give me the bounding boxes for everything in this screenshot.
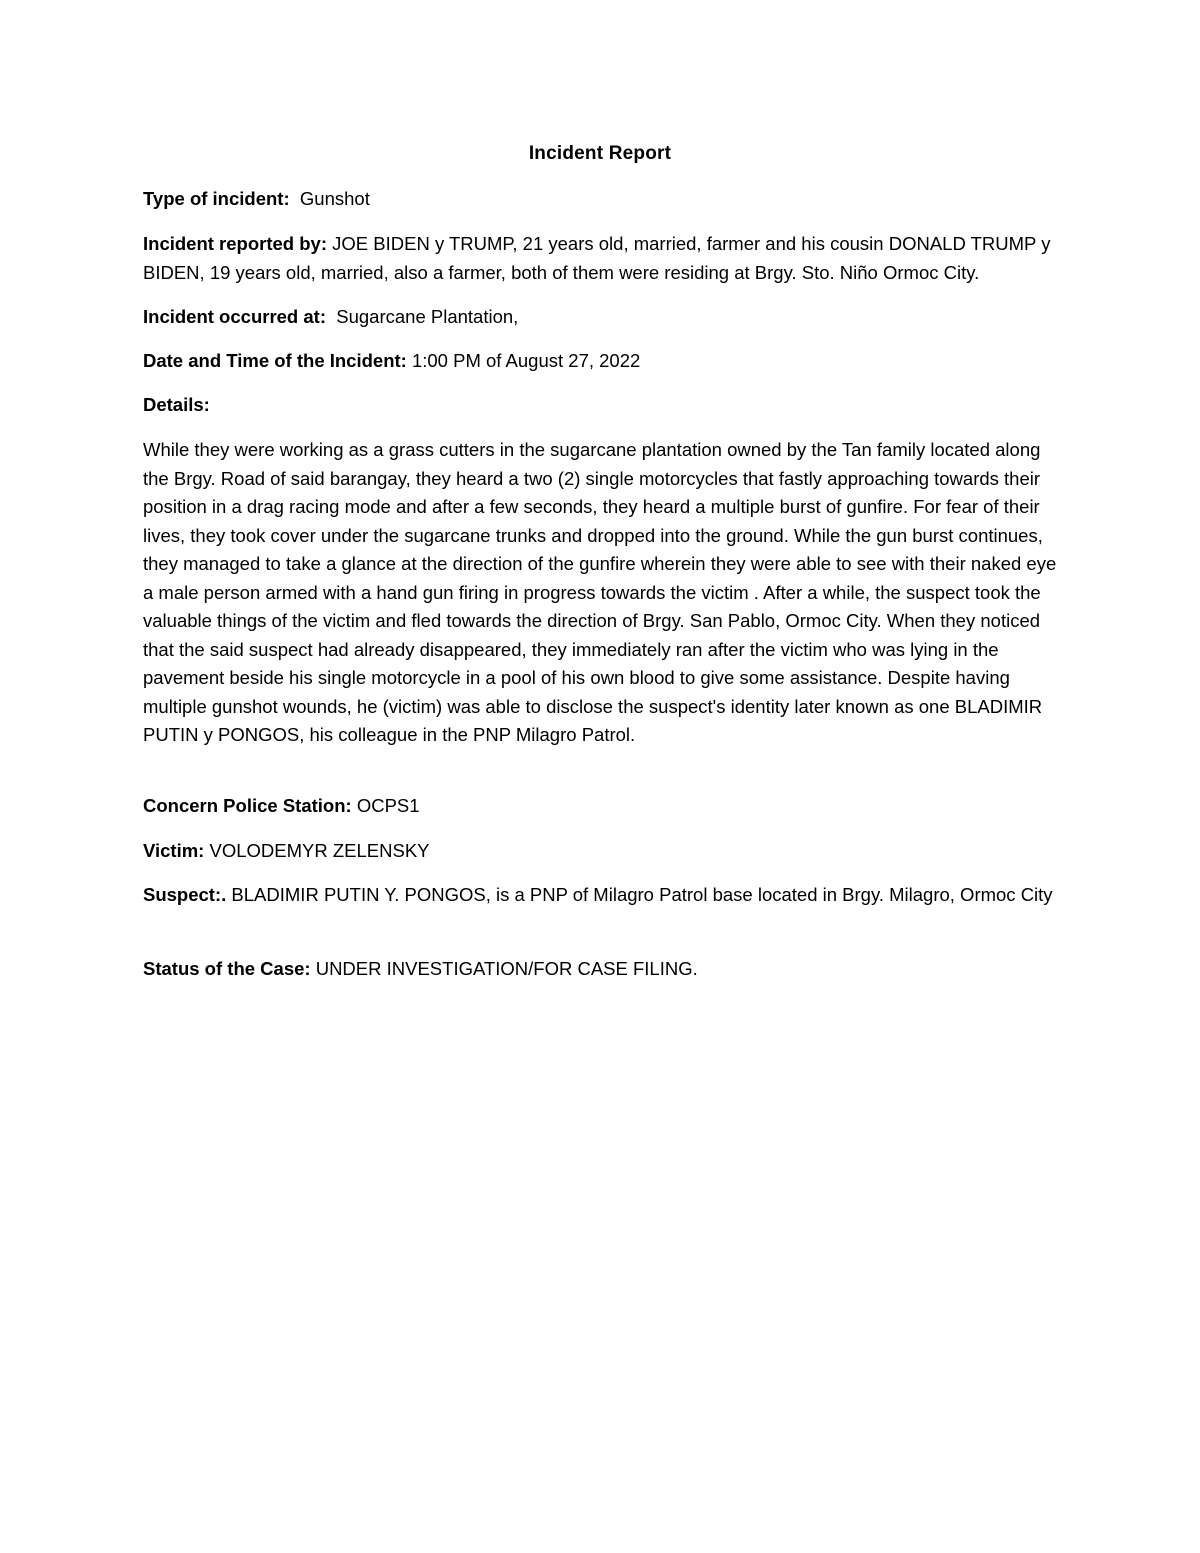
field-value: Gunshot xyxy=(299,188,370,209)
field-label: Suspect:. xyxy=(143,884,227,905)
field-label: Details: xyxy=(143,394,210,415)
field-status xyxy=(143,955,1063,984)
field-type-of-incident xyxy=(143,185,1063,214)
field-value: UNDER INVESTIGATION/FOR CASE FILING. xyxy=(315,958,698,979)
field-suspect xyxy=(143,881,1063,910)
field-value: 1:00 PM of August 27, 2022 xyxy=(411,350,641,371)
field-value: Sugarcane Plantation, xyxy=(336,306,519,327)
field-value: OCPS1 xyxy=(356,795,420,816)
field-value: JOE BIDEN y TRUMP, 21 years old, married, farmer and his cousin DONALD TRUMP y BIDEN, 19 years old, married, also a farmer, both of them were residing at Brgy. Sto. Niño Ormoc City. xyxy=(143,233,1051,283)
field-label: Incident reported by: xyxy=(143,233,327,254)
details-body: While they were working as a grass cutters in the sugarcane plantation owned by the Tan family located along the Brgy. Road of said barangay, they heard a two (2) single motorcycles that fastly approaching towards their position in a drag racing mode and after a few seconds, they heard a multiple burst of gunfire. For fear of their lives, they took cover under the sugarcane trunks and dropped into the ground. While the gun burst continues, they managed to take a glance at the direction of the gunfire wherein they were able to see with their naked eye a male person armed with a hand gun firing in progress towards the victim . After a while, the suspect took the valuable things of the victim and fled towards the direction of Brgy. San Pablo, Ormoc City. When they noticed that the said suspect had already disappeared, they immediately ran after the victim who was lying in the pavement beside his single motorcycle in a pool of his own blood to give some assistance. Despite having multiple gunshot wounds, he (victim) was able to disclose the suspect's identity later known as one BLADIMIR PUTIN y PONGOS, his colleague in the PNP Milagro Patrol. xyxy=(143,439,1057,745)
field-details-heading xyxy=(143,391,1063,420)
field-victim xyxy=(143,837,1063,866)
field-reported-by xyxy=(143,230,1063,287)
field-label: Type of incident: xyxy=(143,188,290,209)
field-police-station xyxy=(143,792,1063,821)
field-label: Status of the Case: xyxy=(143,958,311,979)
document-title: Incident Report xyxy=(528,143,672,164)
field-occurred-at xyxy=(143,303,1063,332)
field-value: VOLODEMYR ZELENSKY xyxy=(209,840,430,861)
field-date-time xyxy=(143,347,1063,376)
field-label: Incident occurred at: xyxy=(143,306,326,327)
field-value: BLADIMIR PUTIN Y. PONGOS, is a PNP of Milagro Patrol base located in Brgy. Milagro, Ormoc City xyxy=(231,884,1053,905)
field-label: Date and Time of the Incident: xyxy=(143,350,407,371)
field-label: Victim: xyxy=(143,840,205,861)
field-label: Concern Police Station: xyxy=(143,795,352,816)
